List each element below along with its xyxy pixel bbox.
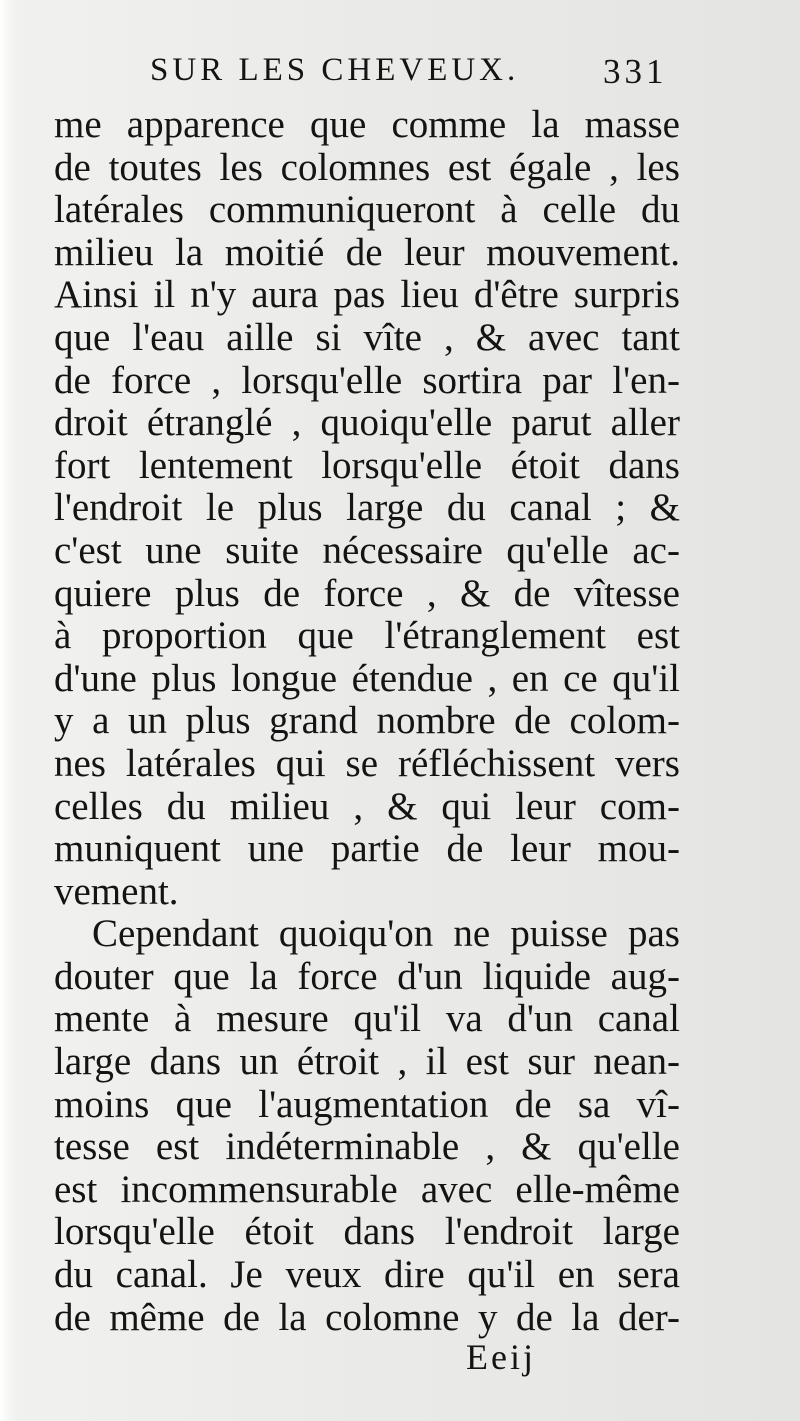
text-line: quiere plus de force , & de vîtesse <box>54 571 680 615</box>
text-line: à proportion que l'étranglement est <box>54 614 680 658</box>
text-line: milieu la moitié de leur mouvement. <box>54 230 680 274</box>
text-line: latérales communiqueront à celle du <box>54 188 680 232</box>
text-line: l'endroit le plus large du canal ; & <box>54 486 680 530</box>
text-line: nes latérales qui se réfléchissent vers <box>54 741 680 785</box>
text-line: vement. <box>54 869 179 913</box>
text-line: droit étranglé , quoiqu'elle parut aller <box>54 401 680 445</box>
text-line: Cependant quoiqu'on ne puisse pas <box>92 912 680 956</box>
text-line: de force , lorsqu'elle sortira par l'en- <box>54 358 680 402</box>
running-head <box>0 44 800 104</box>
page-gutter <box>0 0 18 1421</box>
text-line: y a un plus grand nombre de colom- <box>54 699 680 743</box>
text-line: fort lentement lorsqu'elle étoit dans <box>54 443 680 487</box>
page-number: 331 <box>603 52 668 91</box>
text-line: de toutes les colomnes est égale , les <box>54 145 680 189</box>
text-line: celles du milieu , & qui leur com- <box>54 784 680 828</box>
text-line: muniquent une partie de leur mou- <box>54 827 680 871</box>
text-line: que l'eau aille si vîte , & avec tant <box>54 315 680 359</box>
text-line: tesse est indéterminable , & qu'elle <box>54 1125 680 1169</box>
text-line: douter que la force d'un liquide aug- <box>54 954 680 998</box>
signature-mark: Eeij <box>466 1337 536 1377</box>
text-line: mente à mesure qu'il va d'un canal <box>54 997 680 1041</box>
text-line: d'une plus longue étendue , en ce qu'il <box>54 656 680 700</box>
text-line: c'est une suite nécessaire qu'elle ac- <box>54 528 680 572</box>
text-line: du canal. Je veux dire qu'il en sera <box>54 1253 680 1297</box>
text-line: est incommensurable avec elle-même <box>54 1167 680 1211</box>
body-text <box>54 104 680 1339</box>
text-line: moins que l'augmentation de sa vî- <box>54 1082 680 1126</box>
text-line: large dans un étroit , il est sur nean- <box>54 1040 680 1084</box>
running-title: SUR LES CHEVEUX. <box>150 52 520 88</box>
text-line: Ainsi il n'y aura pas lieu d'être surpris <box>54 273 680 317</box>
text-line: lorsqu'elle étoit dans l'endroit large <box>54 1210 680 1254</box>
text-line: de même de la colomne y de la der- <box>54 1295 680 1339</box>
text-line: me apparence que comme la masse <box>54 103 680 146</box>
